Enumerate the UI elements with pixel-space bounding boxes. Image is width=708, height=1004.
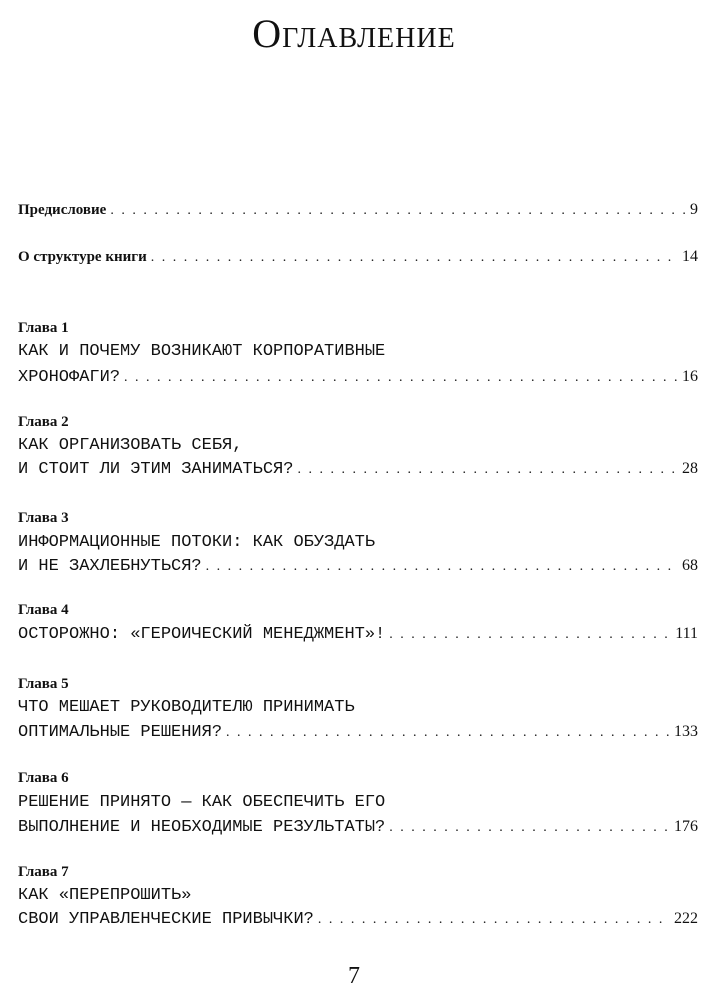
toc-entry-book-structure[interactable]: [18, 248, 698, 270]
toc-entry-chapter-1[interactable]: [18, 368, 698, 387]
dot-leader: [151, 250, 678, 266]
chapter-title-line[interactable]: РЕШЕНИЕ ПРИНЯТО — КАК ОБЕСПЕЧИТЬ ЕГО: [18, 793, 386, 812]
toc-entry-chapter-7[interactable]: [18, 910, 698, 929]
chapter-title-line[interactable]: КАК ОРГАНИЗОВАТЬ СЕБЯ,: [18, 436, 243, 455]
chapter-title-line[interactable]: КАК И ПОЧЕМУ ВОЗНИКАЮТ КОРПОРАТИВНЫЕ: [18, 342, 386, 361]
toc-entry-label: О структуре книги: [18, 249, 147, 265]
chapter-label: Глава 7: [18, 864, 69, 880]
chapter-title-line: И СТОИТ ЛИ ЭТИМ ЗАНИМАТЬСЯ?: [18, 460, 294, 479]
toc-entry-label: Предисловие: [18, 202, 107, 218]
toc-page-number: 9: [690, 201, 698, 218]
toc-page-number: 111: [675, 625, 698, 642]
chapter-label: Глава 1: [18, 320, 69, 336]
chapter-title-line[interactable]: ИНФОРМАЦИОННЫЕ ПОТОКИ: КАК ОБУЗДАТЬ: [18, 533, 376, 552]
toc-page-number: 14: [682, 248, 698, 265]
toc-page-number: 16: [682, 368, 698, 385]
chapter-label: Глава 3: [18, 510, 69, 526]
toc-page-number: 28: [682, 460, 698, 477]
chapter-label: Глава 2: [18, 414, 69, 430]
toc-page-number: 133: [674, 723, 698, 740]
toc-entry-chapter-2[interactable]: [18, 460, 698, 479]
chapter-title-line: ОПТИМАЛЬНЫЕ РЕШЕНИЯ?: [18, 723, 223, 742]
toc-page-number: 176: [674, 818, 698, 835]
dot-leader: [318, 912, 670, 928]
dot-leader: [389, 627, 671, 643]
chapter-label: Глава 5: [18, 676, 69, 692]
dot-leader: [389, 820, 670, 836]
toc-entry-chapter-3[interactable]: [18, 557, 698, 576]
toc-entry-chapter-5[interactable]: [18, 723, 698, 742]
dot-leader: [206, 559, 678, 575]
chapter-title-line: ХРОНОФАГИ?: [18, 368, 121, 387]
toc-entry-preface[interactable]: [18, 201, 698, 223]
chapter-title-line[interactable]: КАК «ПЕРЕПРОШИТЬ»: [18, 886, 192, 905]
toc-entry-chapter-6[interactable]: [18, 818, 698, 837]
dot-leader: [226, 725, 670, 741]
dot-leader: [110, 203, 686, 219]
toc-page-number: 222: [674, 910, 698, 927]
chapter-label: Глава 6: [18, 770, 69, 786]
page-number: 7: [348, 963, 360, 989]
chapter-title-line: ОСТОРОЖНО: «ГЕРОИЧЕСКИЙ МЕНЕДЖМЕНТ»!: [18, 625, 386, 644]
chapter-label: Глава 4: [18, 602, 69, 618]
page-title: Оглавление: [252, 11, 456, 56]
chapter-title-line: ВЫПОЛНЕНИЕ И НЕОБХОДИМЫЕ РЕЗУЛЬТАТЫ?: [18, 818, 386, 837]
chapter-title-line: СВОИ УПРАВЛЕНЧЕСКИЕ ПРИВЫЧКИ?: [18, 910, 314, 929]
toc-page-number: 68: [682, 557, 698, 574]
chapter-title-line: И НЕ ЗАХЛЕБНУТЬСЯ?: [18, 557, 202, 576]
dot-leader: [124, 370, 678, 386]
toc-entry-chapter-4[interactable]: [18, 625, 698, 644]
chapter-title-line[interactable]: ЧТО МЕШАЕТ РУКОВОДИТЕЛЮ ПРИНИМАТЬ: [18, 698, 355, 717]
dot-leader: [297, 462, 678, 478]
